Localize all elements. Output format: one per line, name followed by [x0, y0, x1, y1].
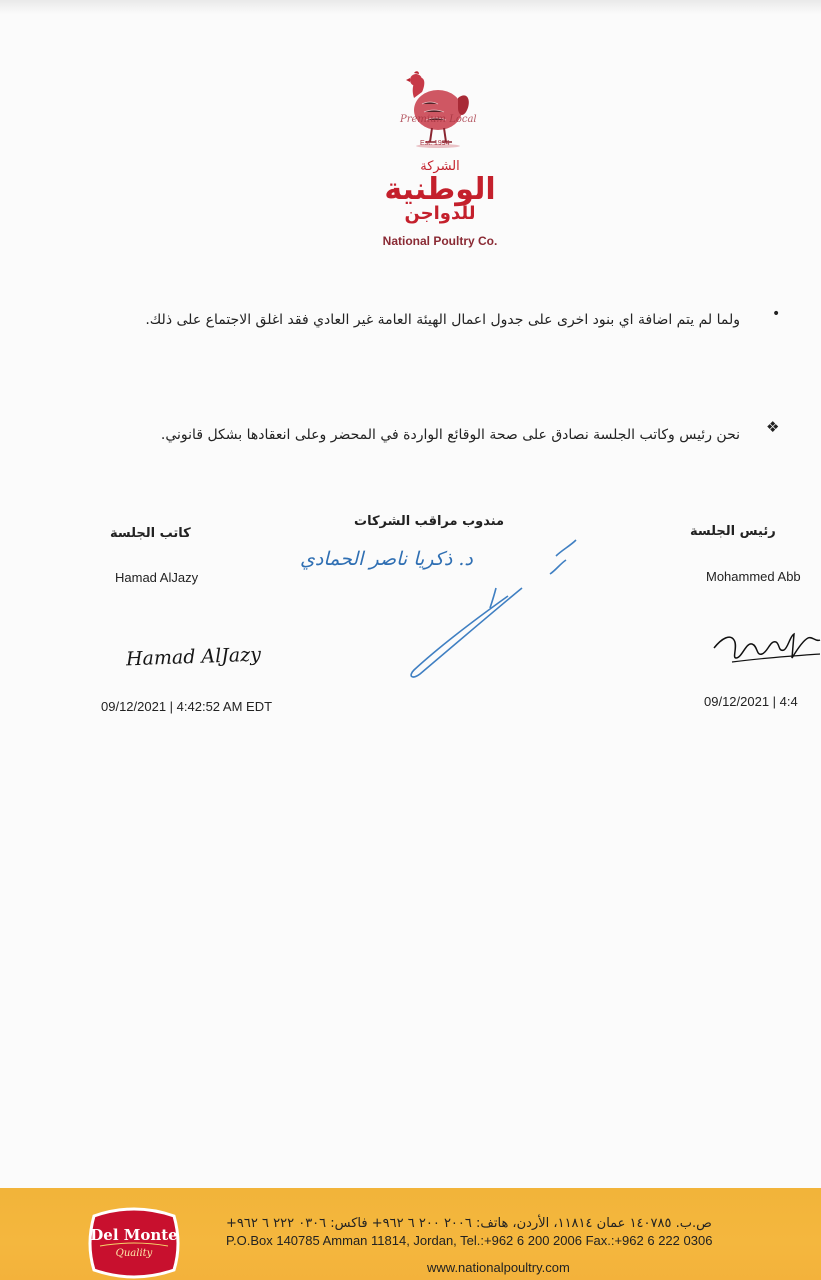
chairman-role: رئيس الجلسة — [690, 524, 776, 539]
logo-est: Est. 1994 — [420, 140, 450, 147]
footer-address-arabic: ص.ب. ١٤٠٧٨٥ عمان ١١٨١٤، الأردن، هاتف: ٢٠٠٦ ٢٠٠ ٦ ٩٦٢+ فاكس: ٠٣٠٦ ٢٢٢ ٦ ٩٦٢+ — [226, 1216, 712, 1231]
delmonte-tagline: Quality — [115, 1248, 153, 1259]
observer-role: مندوب مراقب الشركات — [354, 514, 505, 529]
footer-address-english: P.O.Box 140785 Amman 11814, Jordan, Tel.:+962 6 200 2006 Fax.:+962 6 222 0306 — [226, 1233, 713, 1248]
delmonte-brand-name: Del Monte — [90, 1226, 178, 1244]
logo-arabic — [340, 160, 540, 224]
observer-handwritten-name: د. ذكريا ناصر الحمادي — [300, 548, 473, 570]
secretary-timestamp: 09/12/2021 | 4:42:52 AM EDT — [101, 699, 273, 714]
logo-ar-line2: الوطنية — [384, 171, 496, 207]
secretary-role: كاتب الجلسة — [110, 526, 191, 541]
logo-ar-line1: الشركة — [420, 159, 460, 174]
footer-website-link[interactable]: www.nationalpoultry.com — [427, 1260, 570, 1275]
closing-paragraph: ولما لم يتم اضافة اي بنود اخرى على جدول اعمال الهيئة العامة غير العادي فقد اغلق الاجتماع على ذلك. — [145, 312, 740, 328]
logo-ar-line3: للدواجن — [404, 203, 476, 225]
secretary-name: Hamad AlJazy — [115, 570, 199, 585]
scan-edge — [0, 0, 821, 14]
chairman-timestamp: 09/12/2021 | 4:4 — [704, 694, 798, 709]
chairman-signature — [712, 628, 821, 668]
logo-english: National Poultry Co. — [382, 234, 498, 248]
observer-signature — [400, 536, 585, 686]
bullet-dot-icon: • — [772, 306, 781, 322]
chairman-name: Mohammed Abb — [706, 569, 801, 584]
logo-script: Premium Local — [400, 114, 477, 125]
certification-paragraph: نحن رئيس وكاتب الجلسة نصادق على صحة الوقائع الواردة في المحضر وعلى انعقادها بشكل قانوني. — [160, 427, 740, 443]
bullet-diamond-icon: ❖ — [766, 418, 780, 436]
secretary-handwritten-signature: Hamad AlJazy — [125, 643, 262, 671]
